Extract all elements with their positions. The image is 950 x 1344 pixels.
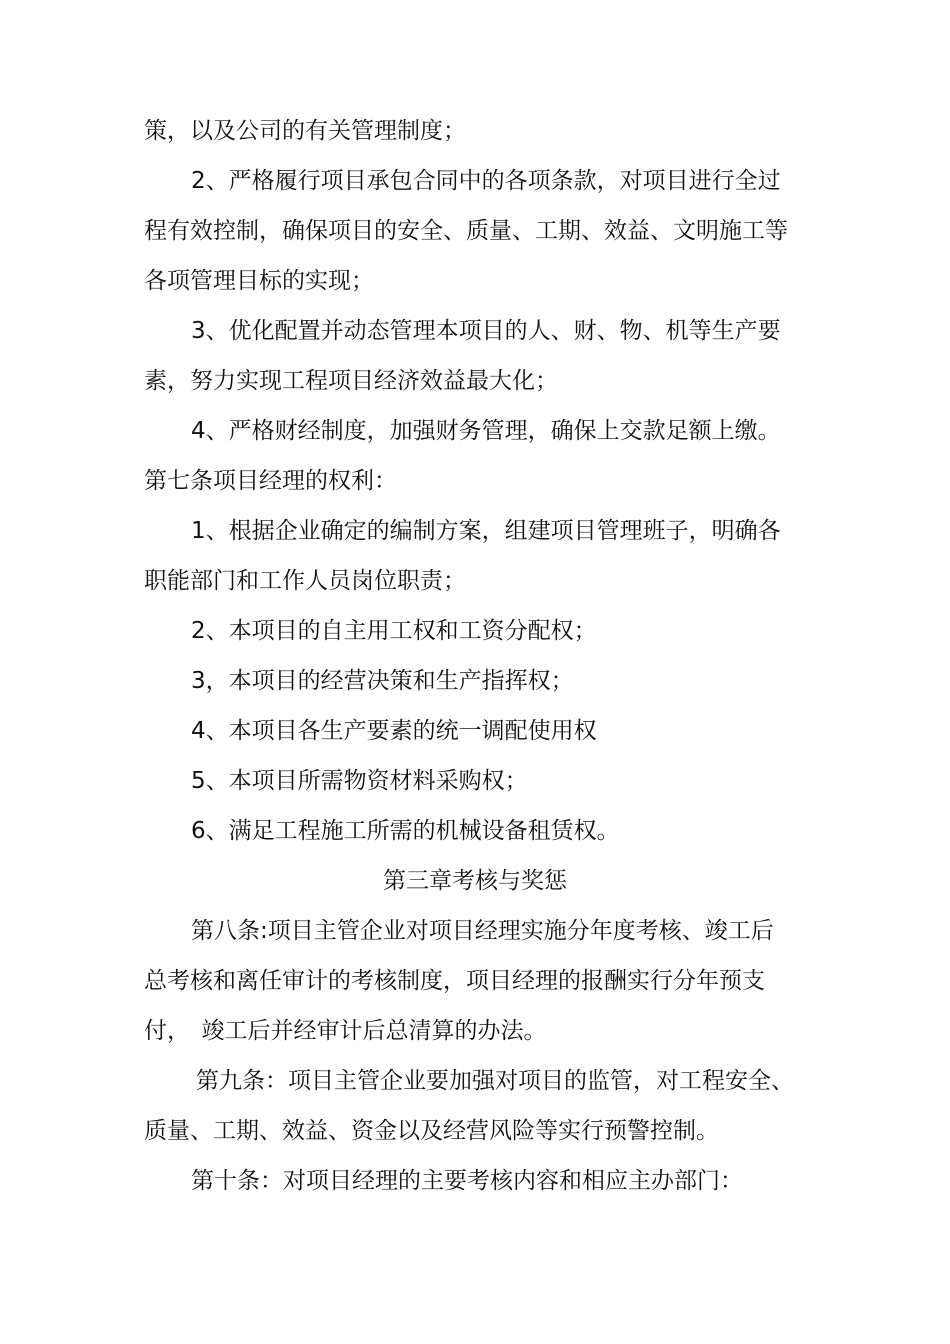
chapter-heading: 第三章考核与奖惩 (383, 868, 567, 894)
article-heading: 第七条项目经理的权利： (144, 468, 397, 494)
text-line: 素，努力实现工程项目经济效益最大化； (144, 368, 558, 394)
text-line: 2、本项目的自主用工权和工资分配权； (191, 618, 597, 644)
text-line: 2、严格履行项目承包合同中的各项条款，对项目进行全过 (191, 168, 781, 194)
text-line: 5、本项目所需物资材料采购权； (191, 768, 528, 794)
text-line: 各项管理目标的实现； (144, 268, 374, 294)
text-line: 4、严格财经制度，加强财务管理，确保上交款足额上缴。 (191, 418, 781, 444)
text-line: 总考核和离任审计的考核制度，项目经理的报酬实行分年预支 (144, 968, 765, 994)
text-line: 程有效控制，确保项目的安全、质量、工期、效益、文明施工等 (144, 218, 788, 244)
text-line: 第十条：对项目经理的主要考核内容和相应主办部门： (191, 1168, 743, 1194)
text-line: 3，本项目的经营决策和生产指挥权； (191, 668, 574, 694)
text-line: 第九条：项目主管企业要加强对项目的监管，对工程安全、 (196, 1068, 794, 1094)
text-line: 质量、工期、效益、资金以及经营风险等实行预警控制。 (144, 1118, 719, 1144)
text-line: 付， 竣工后并经审计后总清算的办法。 (144, 1018, 547, 1044)
text-line: 第八条:项目主管企业对项目经理实施分年度考核、竣工后 (191, 918, 774, 944)
text-line: 4、本项目各生产要素的统一调配使用权 (191, 718, 597, 744)
text-line: 1、根据企业确定的编制方案，组建项目管理班子，明确各 (191, 518, 781, 544)
text-line: 6、满足工程施工所需的机械设备租赁权。 (191, 818, 620, 844)
text-line: 策，以及公司的有关管理制度； (144, 118, 466, 144)
text-line: 3、优化配置并动态管理本项目的人、财、物、机等生产要 (191, 318, 781, 344)
text-line: 职能部门和工作人员岗位职责； (144, 568, 466, 594)
